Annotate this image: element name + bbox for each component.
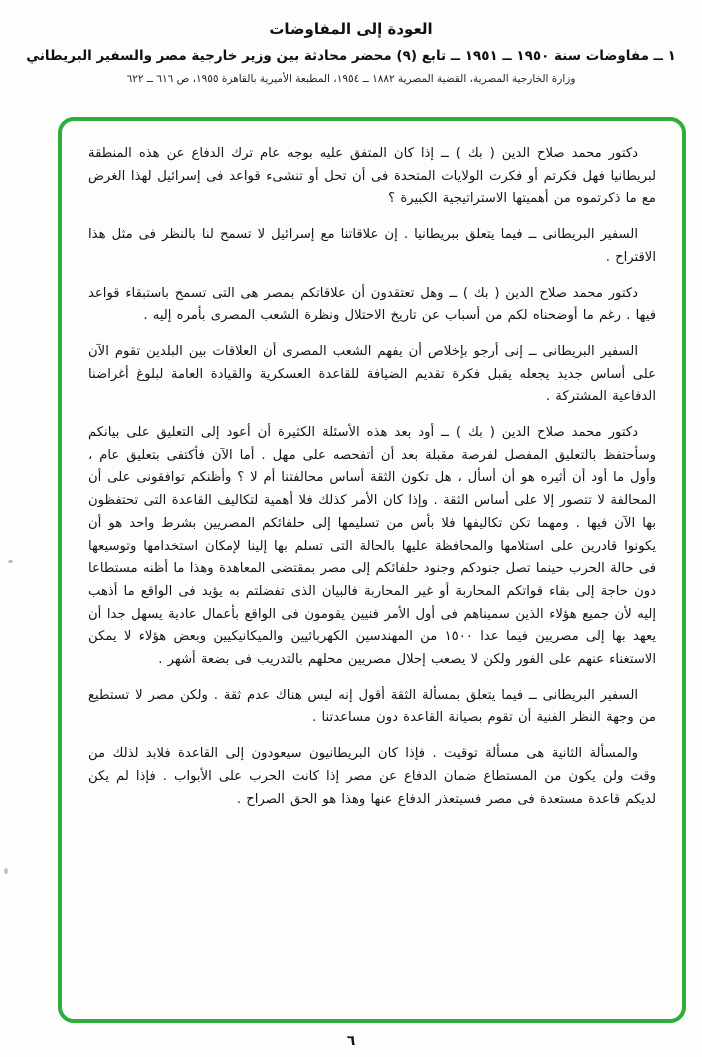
source-citation: وزارة الخارجية المصرية، القضية المصرية ١٨٨٢ ــ ١٩٥٤، المطبعة الأميرية بالقاهرة ١٩٥٥، ص ٦١٦ ــ ٦٢٢ <box>126 73 576 85</box>
document-header <box>0 0 702 85</box>
page-number: ٦ <box>346 1033 356 1049</box>
paragraph-ambassador-reply-2: السفير البريطانى ــ إنى أرجو بإخلاص أن يفهم الشعب المصرى أن العلاقات بين البلدين تقوم الآن على أساس جديد يجعله يقبل فكرة تقديم الضيافة للقاعدة العسكرية والقيادة العامة لبلوغ أغراضنا الدفاعية المشتركة . <box>88 343 656 405</box>
paragraph-timing-issue: والمسألة الثانية هى مسألة توقيت . فإذا كان البريطانيون سيعودون إلى القاعدة فلابد لذلك من وقت ولن يكون من المستطاع ضمان الدفاع عن مصر إذا كانت الحرب على الأبواب . فإذا لم يكن لديكم قاعدة مستعدة فى مصر فسيتعذر الدفاع عنها وهذا هو الحق الصراح . <box>88 746 656 807</box>
paragraph-ambassador-reply-3: السفير البريطانى ــ فيما يتعلق بمسألة الثقة أقول إنه ليس هناك عدم ثقة . ولكن مصر لا تستطيع من وجهة النظر الفنية أن تقوم بصيانة القاعدة دون مساعدتنا . <box>88 687 656 726</box>
paragraph-ambassador-reply-1: السفير البريطانى ــ فيما يتعلق ببريطانيا . إن علاقاتنا مع إسرائيل لا تسمح لنا بالنظر فى مثل هذا الاقتراح . <box>88 227 656 265</box>
paragraph-question-2: دكتور محمد صلاح الدين ( بك ) ــ وهل تعتقدون أن علاقاتكم بمصر هى التى تسمح باستبقاء قواعد فيها . رغم ما أوضحناه لكم من أسباب عن تاريخ الاحتلال ونظرة الشعب المصرى بأمره إليه . <box>88 285 656 324</box>
scan-speck <box>4 868 8 874</box>
scan-speck <box>8 560 13 563</box>
content-box <box>58 117 686 1023</box>
paragraph-question-1: دكتور محمد صلاح الدين ( بك ) ــ إذا كان المتفق عليه بوجه عام ترك الدفاع عن هذه المنطقة لبريطانيا فهل فكرتم أو فكرت الولايات المتحدة فى أن تحل أو تنشىء قواعد فى إسرائيل لهذا الغرض مع ما ذكرتموه من أهميتها الاستراتيجية الكبيرة ؟ <box>88 146 656 207</box>
paragraph-commentary: دكتور محمد صلاح الدين ( بك ) ــ أود بعد هذه الأسئلة الكثيرة أن أعود إلى التعليق على بيانكم وسأحتفظ بالتعليق المفصل لفرصة مقبلة بعد أن أتفحصه على مهل . أما الآن فأكتفى بتعليق عام ، وأول ما أود أن أثيره هو أن أسأل ، هل تكون الثقة أساس محالفتنا أم لا ؟ وأظنكم توافقونى على أن المحالفة لا تتصور إلا على أساس الثقة . وإذا كان الأمر كذلك فلا أهمية لتكاليف القاعدة التى تحتفظون بها الآن فيها . ومهما تكن تكاليفها فلا بأس من تسليمها إلى حلفائكم المصريين بشرط واحد هو أن يكونوا قادرين على استلامها والمحافظة عليها بالحالة التى تسلم بها إلينا لإمكان استخدامها وتوسيعها فى حالة الحرب حينما تصل جنودكم وجنود حلفائكم إلى مصر بمقتضى المعاهدة وهذا ما أظنه مستطاعا دون حاجة إلى بقاء قواتكم المحاربة أو غير المحاربة فالبيان الذى تفضلتم به يؤيد فى الواقع ما أذهب إليه لأن جميع هؤلاء الذين سميناهم فى أول الأمر فنيين يقومون فى الواقع بأعمال عادية يسهل جدا أن يعهد بها إلى مصريين فيما عدا ١٥٠٠ من المهندسين الكهربائيين والميكانيكيين وبعض هؤلاء لا يمكن الاستغناء عنهم على الفور ولكن لا يصعب إحلال مصريين محلهم بالتدريب فى بضعة أشهر . <box>88 425 656 668</box>
document-heading: ١ ــ مفاوضات سنة ١٩٥٠ ــ ١٩٥١ ــ تابع (٩) محضر محادثة بين وزير خارجية مصر والسفير البريطاني <box>26 48 676 64</box>
document-title: العودة إلى المفاوضات <box>269 20 433 38</box>
